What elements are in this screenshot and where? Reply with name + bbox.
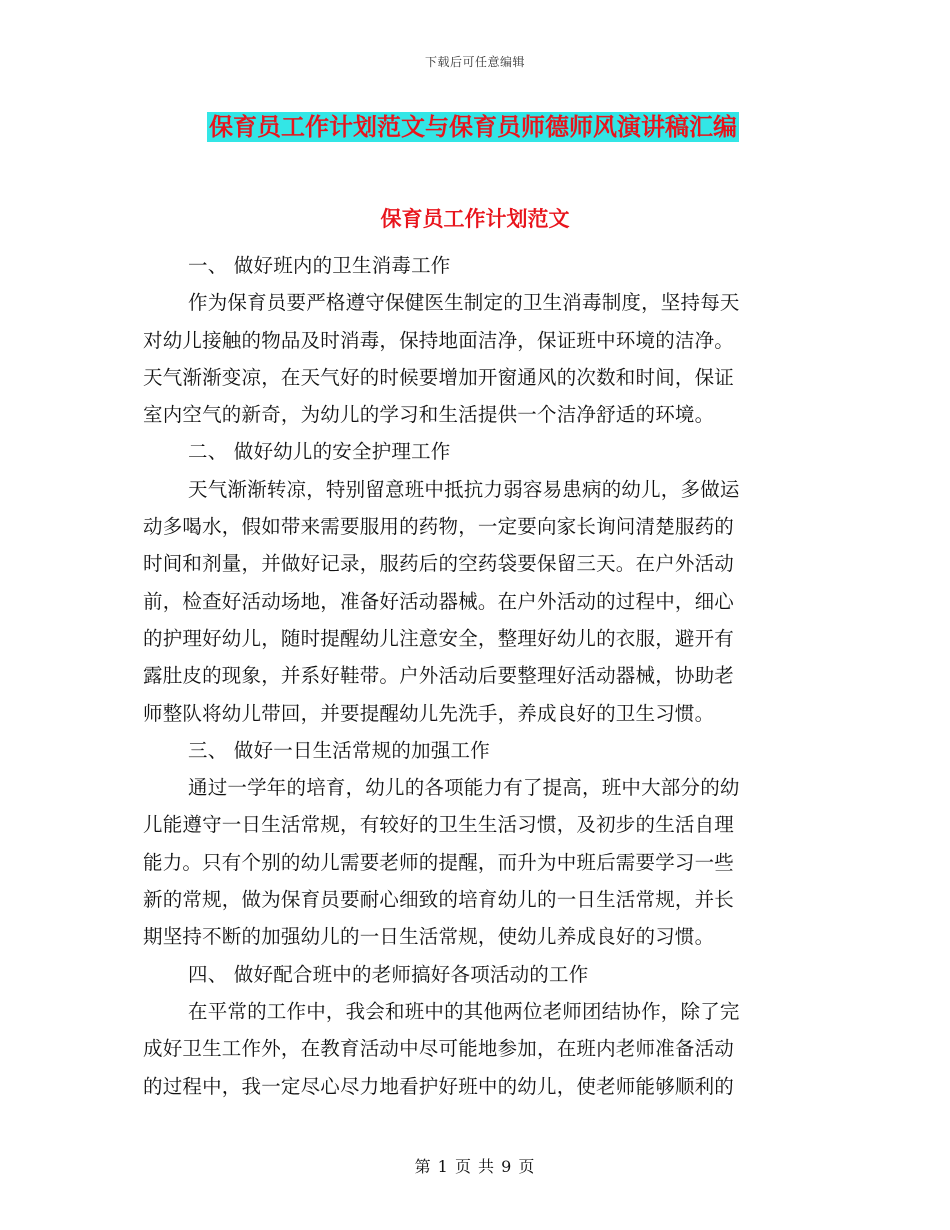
document-body — [143, 247, 807, 1105]
paragraph-line: 天气渐渐变凉，在天气好的时候要增加开窗通风的次数和时间，保证 — [143, 365, 735, 389]
paragraph-line: 期坚持不断的加强幼儿的一日生活常规，使幼儿养成良好的习惯。 — [143, 925, 715, 949]
paragraph-line: 露肚皮的现象，并系好鞋带。户外活动后要整理好活动器械，协助老 — [143, 664, 735, 688]
page-header: 下载后可任意编辑 — [424, 55, 525, 69]
paragraph-line: 四、 做好配合班中的老师搞好各项活动的工作 — [188, 962, 589, 986]
paragraph-line: 作为保育员要严格遵守保健医生制定的卫生消毒制度，坚持每天 — [188, 291, 740, 315]
paragraph-line: 通过一学年的培育，幼儿的各项能力有了提高，班中大部分的幼 — [188, 776, 740, 800]
paragraph-line: 的过程中，我一定尽心尽力地看护好班中的幼儿，使老师能够顺利的 — [143, 1074, 735, 1098]
page-footer: 第 1 页 共 9 页 — [414, 1157, 536, 1176]
paragraph-line: 二、 做好幼儿的安全护理工作 — [188, 440, 451, 464]
paragraph-line: 对幼儿接触的物品及时消毒，保持地面洁净，保证班中环境的洁净。 — [143, 328, 735, 352]
paragraph-line: 在平常的工作中，我会和班中的其他两位老师团结协作，除了完 — [188, 999, 740, 1023]
paragraph-line: 一、 做好班内的卫生消毒工作 — [188, 254, 451, 277]
section-title: 保育员工作计划范文 — [380, 206, 570, 231]
paragraph-line: 儿能遵守一日生活常规，有较好的卫生生活习惯，及初步的生活自理 — [143, 813, 735, 837]
paragraph-line: 室内空气的新奇，为幼儿的学习和生活提供一个洁净舒适的环境。 — [143, 403, 715, 427]
paragraph-line: 时间和剂量，并做好记录，服药后的空药袋要保留三天。在户外活动 — [143, 552, 735, 576]
paragraph-line: 天气渐渐转凉，特别留意班中抵抗力弱容易患病的幼儿，多做运 — [188, 477, 740, 501]
paragraph-line: 新的常规，做为保育员要耐心细致的培育幼儿的一日生活常规，并长 — [143, 888, 735, 912]
paragraph-line: 的护理好幼儿，随时提醒幼儿注意安全，整理好幼儿的衣服，避开有 — [143, 626, 735, 650]
paragraph-line: 成好卫生工作外，在教育活动中尽可能地参加，在班内老师准备活动 — [143, 1037, 735, 1061]
paragraph-line: 三、 做好一日生活常规的加强工作 — [188, 738, 490, 762]
document-title: 保育员工作计划范文与保育员师德师风演讲稿汇编 — [209, 112, 737, 141]
paragraph-line: 动多喝水，假如带来需要服用的药物，一定要向家长询问清楚服药的 — [143, 515, 735, 539]
paragraph-line: 能力。只有个别的幼儿需要老师的提醒，而升为中班后需要学习一些 — [143, 850, 735, 874]
paragraph-line: 前，检查好活动场地，准备好活动器械。在户外活动的过程中，细心 — [143, 589, 735, 613]
paragraph-line: 师整队将幼儿带回，并要提醒幼儿先洗手，养成良好的卫生习惯。 — [143, 701, 715, 725]
